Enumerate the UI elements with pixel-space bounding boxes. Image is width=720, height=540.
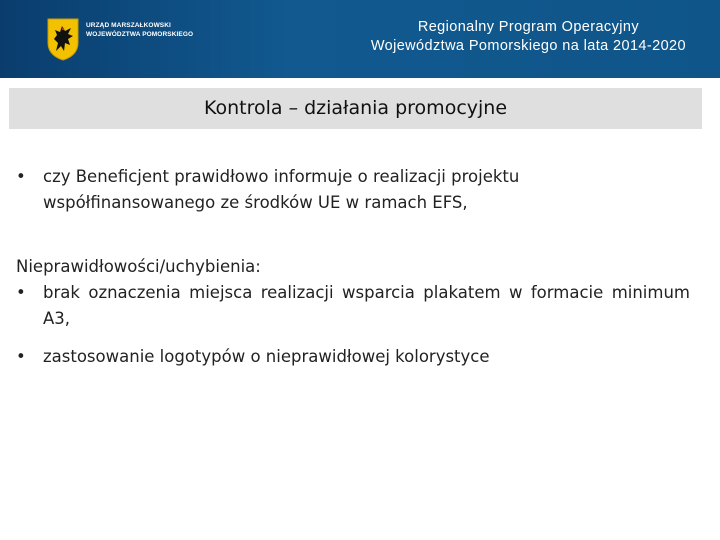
list-item	[16, 164, 690, 216]
logo-text-line2: WOJEWÓDZTWA POMORSKIEGO	[86, 31, 194, 38]
slide-title: Kontrola – działania promocyjne	[203, 97, 508, 119]
bullet-text: zastosowanie logotypów o nieprawidłowej kolorystyce	[43, 347, 490, 366]
office-logo-text	[86, 21, 193, 39]
logo-text-line1: URZĄD MARSZAŁKOWSKI	[86, 22, 171, 29]
slide-content	[16, 164, 690, 370]
header-bar	[0, 0, 720, 78]
bullet-icon: •	[16, 347, 26, 366]
bullet-text: brak oznaczenia miejsca realizacji wsparcia plakatem w formacie minimum A3,	[43, 283, 690, 328]
list-item	[16, 344, 690, 370]
list-item	[16, 280, 690, 332]
office-logo	[46, 17, 196, 61]
program-title	[371, 18, 686, 56]
bullet-icon: •	[16, 283, 26, 302]
program-title-line1: Regionalny Program Operacyjny	[417, 19, 639, 35]
program-title-line2: Województwa Pomorskiego na lata 2014-2020	[370, 38, 686, 54]
bullet-icon: •	[16, 167, 26, 186]
bullet-text: czy Beneficjent prawidłowo informuje o realizacji projektu współfinansowanego ze środków UE w ramach EFS,	[43, 167, 520, 212]
slide-title-bar	[9, 88, 702, 129]
griffin-crest-icon	[46, 17, 80, 61]
issues-heading: Nieprawidłowości/uchybienia:	[16, 257, 261, 276]
